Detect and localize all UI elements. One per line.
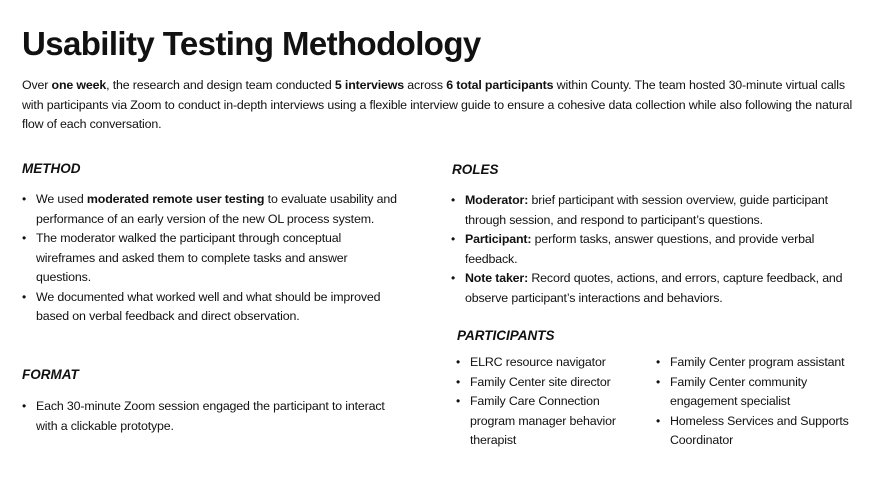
role-label: Participant:: [465, 232, 532, 246]
role-item-participant: [451, 230, 861, 269]
method-item: [22, 229, 398, 288]
participant-item: [456, 392, 646, 451]
intro-text: within County. The team hosted 30-minute virtual calls with participants via Zoom to conduct in-depth interviews using a flexible interview guide to ensure a cohesive data collection while also following the natural flow of each conversation.: [22, 78, 853, 131]
format-heading: FORMAT: [22, 367, 79, 382]
roles-heading: ROLES: [452, 162, 499, 177]
format-item: [22, 397, 398, 436]
participants-list-1: [456, 353, 646, 451]
role-item-note-taker: [451, 269, 861, 308]
intro-bold-duration: one week: [51, 78, 107, 92]
participant-text: Family Center community engagement specialist: [670, 374, 808, 408]
roles-list: [451, 191, 861, 308]
participant-item: [656, 412, 861, 451]
role-text: Record quotes, actions, and errors, capture feedback, and observe participant’s interactions and behaviors.: [465, 271, 843, 305]
participants-list-2: [656, 353, 861, 451]
participants-heading: PARTICIPANTS: [457, 328, 555, 343]
participant-item: [456, 373, 646, 393]
intro-text: across: [404, 78, 447, 92]
method-item-text: The moderator walked the participant through conceptual wireframes and asked them to complete tasks and answer questions.: [36, 231, 348, 284]
participant-text: Homeless Services and Supports Coordinator: [670, 413, 849, 447]
method-item-text: We used: [36, 192, 87, 206]
participant-text: Family Center program assistant: [670, 355, 845, 369]
method-item: [22, 190, 398, 229]
participant-item: [656, 353, 861, 373]
intro-text: Over: [22, 78, 52, 92]
intro-text: , the research and design team conducted: [106, 78, 335, 92]
participant-text: Family Center site director: [470, 374, 611, 389]
method-item-text: We documented what worked well and what should be improved based on verbal feedback and direct observation.: [36, 289, 381, 323]
format-item-text: Each 30-minute Zoom session engaged the participant to interact with a clickable prototype.: [36, 399, 385, 433]
participant-text: ELRC resource navigator: [470, 355, 606, 369]
method-item-text: to evaluate usability and performance of an early version of the new OL process system.: [36, 192, 397, 226]
participant-item: [456, 353, 646, 373]
intro-bold-participants: 6 total participants: [446, 78, 554, 92]
method-list: [22, 190, 398, 327]
intro-paragraph: [22, 76, 860, 135]
participant-item: [656, 373, 861, 412]
intro-bold-interviews: 5 interviews: [334, 78, 405, 92]
participant-text: Family Care Connection program manager behavior therapist: [470, 394, 616, 447]
role-label: Note taker:: [465, 271, 529, 285]
format-list: [22, 397, 398, 436]
method-item-bold: moderated remote user testing: [86, 192, 265, 206]
role-item-moderator: [451, 191, 861, 230]
role-label: Moderator:: [465, 193, 529, 207]
role-text: perform tasks, answer questions, and provide verbal feedback.: [465, 232, 815, 266]
role-text: brief participant with session overview, guide participant through session, and respond to participant’s questions.: [465, 193, 828, 227]
page-title: Usability Testing Methodology: [22, 25, 481, 62]
method-item: [22, 288, 398, 327]
method-heading: METHOD: [22, 161, 81, 176]
